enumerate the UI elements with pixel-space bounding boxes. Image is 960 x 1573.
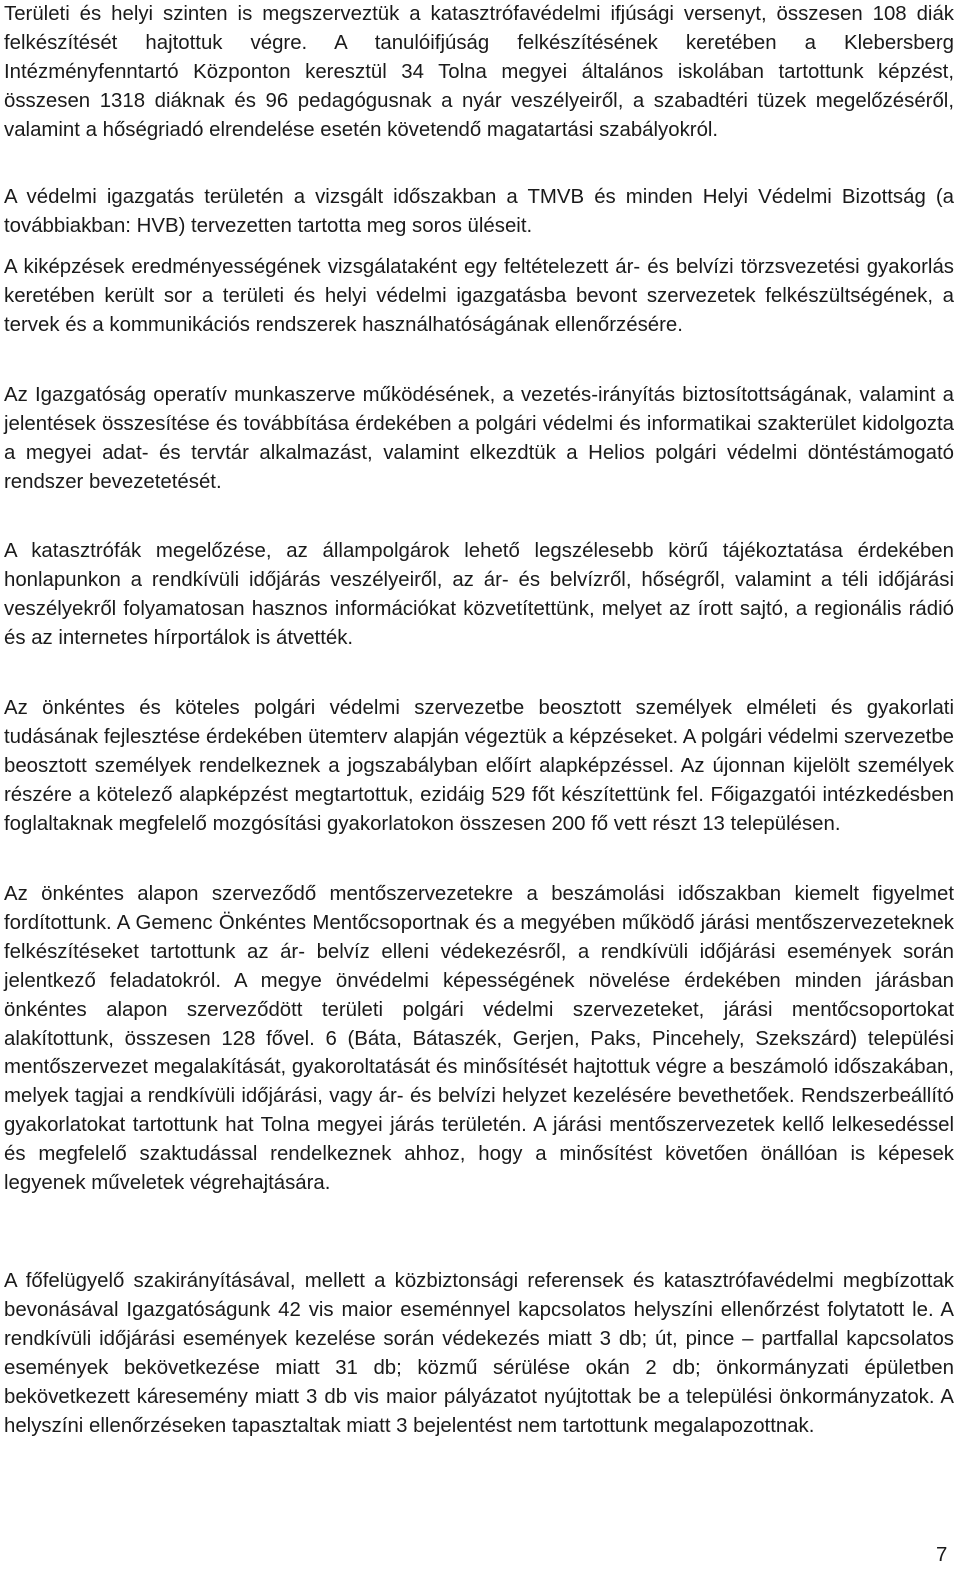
- page-number: 7: [936, 1544, 948, 1566]
- paragraph-defense-administration: A védelmi igazgatás területén a vizsgált időszakban a TMVB és minden Helyi Védelmi Bizottság (a továbbiakban: HVB) tervezetten tartotta meg soros üléseit.: [4, 186, 954, 237]
- paragraph-operational-staff: Az Igazgatóság operatív munkaszerve működésének, a vezetés-irányítás biztosítottságának, valamint a jelentések összesítése és továbbítása érdekében a polgári védelmi és informatikai szakterület kidolgozta a megyei adat- és tervtár alkalmazást, valamint elkezdtük a Helios polgári védelmi döntéstámogató rendszer bevezetetését.: [4, 384, 954, 493]
- paragraph-prevention-information: A katasztrófák megelőzése, az állampolgárok lehető legszélesebb körű tájékoztatása érdekében honlapunkon a rendkívüli időjárás veszélyeiről, az ár- és belvízről, hőségről, valamint a téli időjárási veszélyekről folyamatosan hasznos információkat közvetítettünk, melyet az írott sajtó, a regionális rádió és az internetes hírportálok is átvették.: [4, 540, 954, 649]
- paragraph-youth-competition: Területi és helyi szinten is megszerveztük a katasztrófavédelmi ifjúsági versenyt, összesen 108 diák felkészítését hajtottuk végre. A tanulóifjúság felkészítésének keretében a Klebersberg Intézményfenntartó Központon keresztül 34 Tolna megyei általános iskolában tartottunk képzést, összesen 1318 diáknak és 96 pedagógusnak a nyár veszélyeiről, a szabadtéri tüzek megelőzéséről, valamint a hőségriadó elrendelése esetén követendő magatartási szabályokról.: [4, 3, 954, 141]
- paragraph-civil-defense-training: Az önkéntes és köteles polgári védelmi szervezetbe beosztott személyek elméleti és gyakorlati tudásának fejlesztése érdekében ütemterv alapján végeztük a képzéseket. A polgári védelmi szervezetbe beosztott személyek rendelkeznek a jogszabályban előírt alapképzéssel. Az újonnan kijelölt személyek részére a kötelező alapképzést megtartottuk, ezidáig 529 főt készítettünk fel. Főigazgatói intézkedésben foglaltaknak megfelelő mozgósítási gyakorlatokon összesen 200 fő vett részt 13 településen.: [4, 697, 954, 835]
- paragraph-vis-maior-inspections: A főfelügyelő szakirányításával, mellett a közbiztonsági referensek és katasztrófavédelmi megbízottak bevonásával Igazgatóságunk 42 vis maior eseménnyel kapcsolatos helyszíni ellenőrzést folytatott le. A rendkívüli időjárási események kezelése során védekezés miatt 3 db; út, pince – partfallal kapcsolatos események bekövetkezése miatt 31 db; közmű sérülése okán 2 db; önkormányzati épületben bekövetkezett káresemény miatt 3 db vis maior pályázatot nyújtottak be a települési önkormányzatok. A helyszíni ellenőrzéseken tapasztaltak miatt 3 bejelentést nem tartottunk megalapozottnak.: [4, 1270, 954, 1437]
- paragraph-volunteer-rescue-teams: Az önkéntes alapon szerveződő mentőszervezetekre a beszámolási időszakban kiemelt figyelmet fordítottunk. A Gemenc Önkéntes Mentőcsoportnak és a megyében működő járási mentőszervezeteknek felkészítéseket tartottunk az ár- belvíz elleni védekezésről, a rendkívüli időjárási események során jelentkező feladatokról. A megye önvédelmi képességének növelése érdekében minden járásban önkéntes alapon szerveződött területi polgári védelmi szervezeteket, járási mentőcsoportokat alakítottunk, összesen 128 fővel. 6 (Báta, Bátaszék, Gerjen, Paks, Pincehely, Szekszárd) települési mentőszervezet megalakítását, gyakoroltatását és minősítését hajtottuk végre a beszámoló időszakában, melyek tagjai a rendkívüli időjárási, vagy ár- és belvízi helyzet kezelésére bevethetőek. Rendszerbeállító gyakorlatokat tartottunk hat Tolna megyei járás területén. A járási mentőszervezetek kellő lelkesedéssel és megfelelő szaktudással rendelkeznek ahhoz, hogy a minősítést követően önállóan is képesek legyenek műveletek végrehajtására.: [4, 883, 954, 1195]
- paragraph-training-effectiveness: A kiképzések eredményességének vizsgálataként egy feltételezett ár- és belvízi törzsvezetési gyakorlás keretében került sor a területi és helyi védelmi igazgatásba bevont szervezetek felkészültségének, a tervek és a kommunikációs rendszerek használhatóságának ellenőrzésére.: [4, 256, 954, 336]
